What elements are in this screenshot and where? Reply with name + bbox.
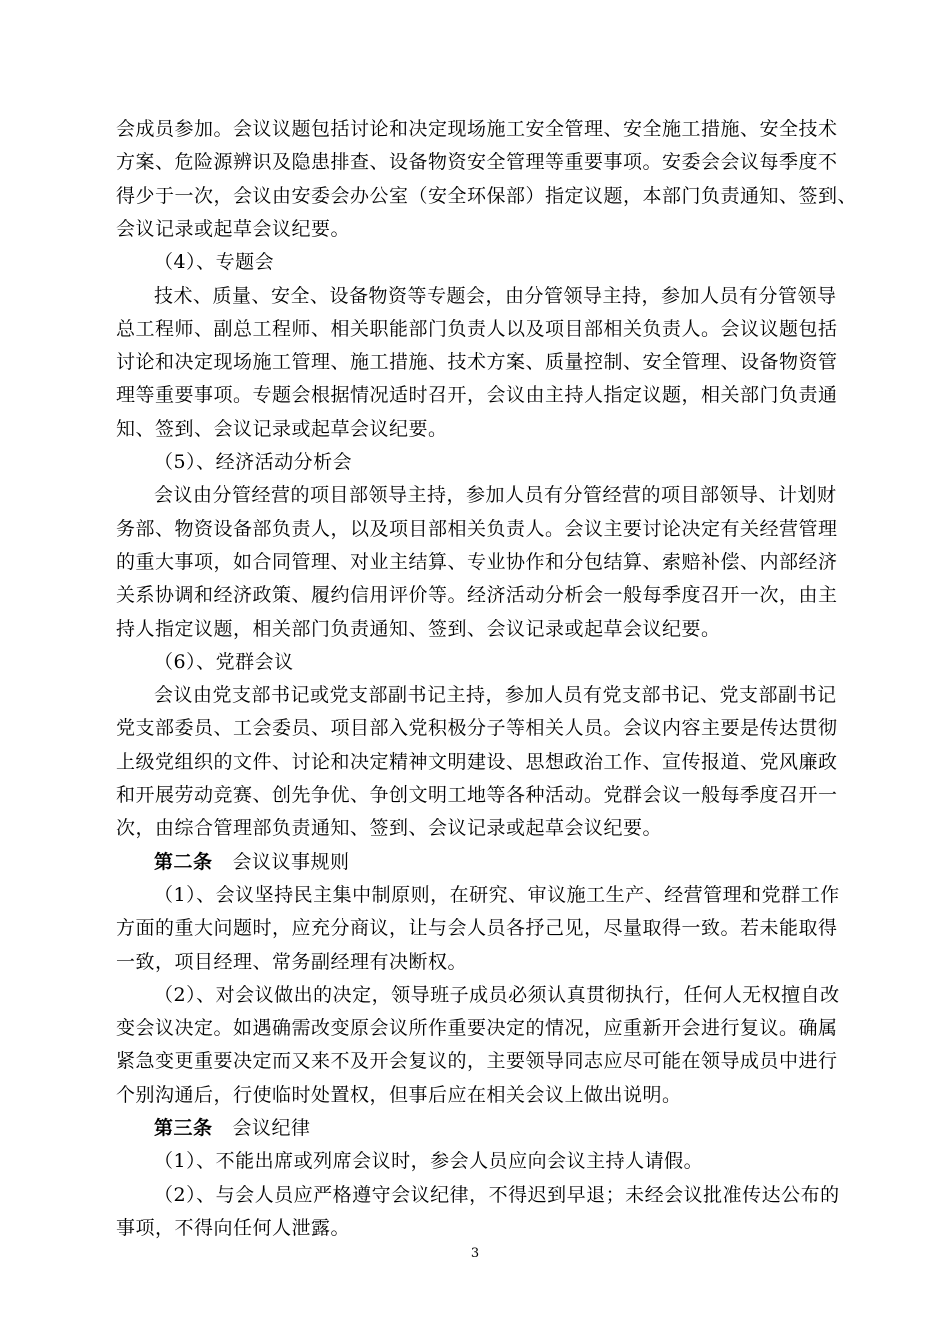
- paragraph-line: 总工程师、副总工程师、相关职能部门负责人以及项目部相关负责人。会议议题包括: [116, 317, 838, 340]
- paragraph-line: 个别沟通后，行使临时处置权，但事后应在相关会议上做出说明。: [116, 1083, 682, 1106]
- section-heading-title: 会议纪律: [232, 1117, 311, 1139]
- paragraph-line: （1）、不能出席或列席会议时，参会人员应向会议主持人请假。: [154, 1150, 704, 1173]
- paragraph-line: 会议由党支部书记或党支部副书记主持，参加人员有党支部书记、党支部副书记: [154, 684, 837, 707]
- paragraph-line: 上级党组织的文件、讨论和决定精神文明建设、思想政治工作、宣传报道、党风廉政: [116, 750, 838, 773]
- section-heading-label: 第二条: [154, 850, 213, 873]
- paragraph-line: 务部、物资设备部负责人，以及项目部相关负责人。会议主要讨论决定有关经营管理: [116, 517, 838, 540]
- paragraph-line: 会议由分管经营的项目部领导主持，参加人员有分管经营的项目部领导、计划财: [154, 484, 837, 507]
- paragraph-line: 得少于一次，会议由安委会办公室（安全环保部）指定议题，本部门负责通知、签到、: [116, 184, 858, 207]
- paragraph-line: 党支部委员、工会委员、项目部入党积极分子等相关人员。会议内容主要是传达贯彻: [116, 717, 838, 740]
- paragraph-line: 变会议决定。如遇确需改变原会议所作重要决定的情况，应重新开会进行复议。确属: [116, 1017, 838, 1040]
- section-heading: [154, 1116, 311, 1140]
- paragraph-line: 知、签到、会议记录或起草会议纪要。: [116, 417, 448, 440]
- paragraph-line: 方案、危险源辨识及隐患排查、设备物资安全管理等重要事项。安委会会议每季度不: [116, 151, 838, 174]
- paragraph-line: 理等重要事项。专题会根据情况适时召开，会议由主持人指定议题，相关部门负责通: [116, 384, 838, 407]
- paragraph-line: 次，由综合管理部负责通知、签到、会议记录或起草会议纪要。: [116, 817, 663, 840]
- paragraph-line: 和开展劳动竞赛、创先争优、争创文明工地等各种活动。党群会议一般每季度召开一: [116, 784, 838, 806]
- paragraph-line: （1）、会议坚持民主集中制原则，在研究、审议施工生产、经营管理和党群工作: [154, 883, 840, 906]
- section-heading-label: 第三条: [154, 1117, 213, 1139]
- paragraph-line: 的重大事项，如合同管理、对业主结算、专业协作和分包结算、索赔补偿、内部经济: [116, 550, 838, 573]
- paragraph-line: （5）、经济活动分析会: [154, 451, 353, 473]
- paragraph-line: 紧急变更重要决定而又来不及开会复议的，主要领导同志应尽可能在领导成员中进行: [116, 1050, 838, 1073]
- paragraph-line: 技术、质量、安全、设备物资等专题会，由分管领导主持，参加人员有分管领导: [154, 284, 837, 307]
- paragraph-line: 关系协调和经济政策、履约信用评价等。经济活动分析会一般每季度召开一次，由主: [116, 584, 838, 607]
- paragraph-line: 讨论和决定现场施工管理、施工措施、技术方案、质量控制、安全管理、设备物资管: [116, 351, 838, 374]
- paragraph-line: 一致，项目经理、常务副经理有决断权。: [116, 950, 468, 973]
- paragraph-line: 方面的重大问题时，应充分商议，让与会人员各抒己见，尽量取得一致。若未能取得: [116, 917, 838, 940]
- section-heading: [154, 850, 350, 874]
- paragraph-line: （6）、党群会议: [154, 650, 294, 673]
- paragraph-line: 会成员参加。会议议题包括讨论和决定现场施工安全管理、安全施工措施、安全技术: [116, 118, 838, 140]
- paragraph-line: （2）、对会议做出的决定，领导班子成员必须认真贯彻执行，任何人无权擅自改: [154, 983, 840, 1006]
- section-heading-title: 会议议事规则: [232, 850, 350, 873]
- paragraph-line: 事项，不得向任何人泄露。: [116, 1216, 351, 1239]
- page-number: 3: [470, 1246, 480, 1261]
- paragraph-line: （2）、与会人员应严格遵守会议纪律，不得迟到早退；未经会议批准传达公布的: [154, 1183, 840, 1206]
- paragraph-line: 持人指定议题，相关部门负责通知、签到、会议记录或起草会议纪要。: [116, 617, 721, 640]
- paragraph-line: 会议记录或起草会议纪要。: [116, 217, 351, 240]
- paragraph-line: （4）、专题会: [154, 251, 275, 274]
